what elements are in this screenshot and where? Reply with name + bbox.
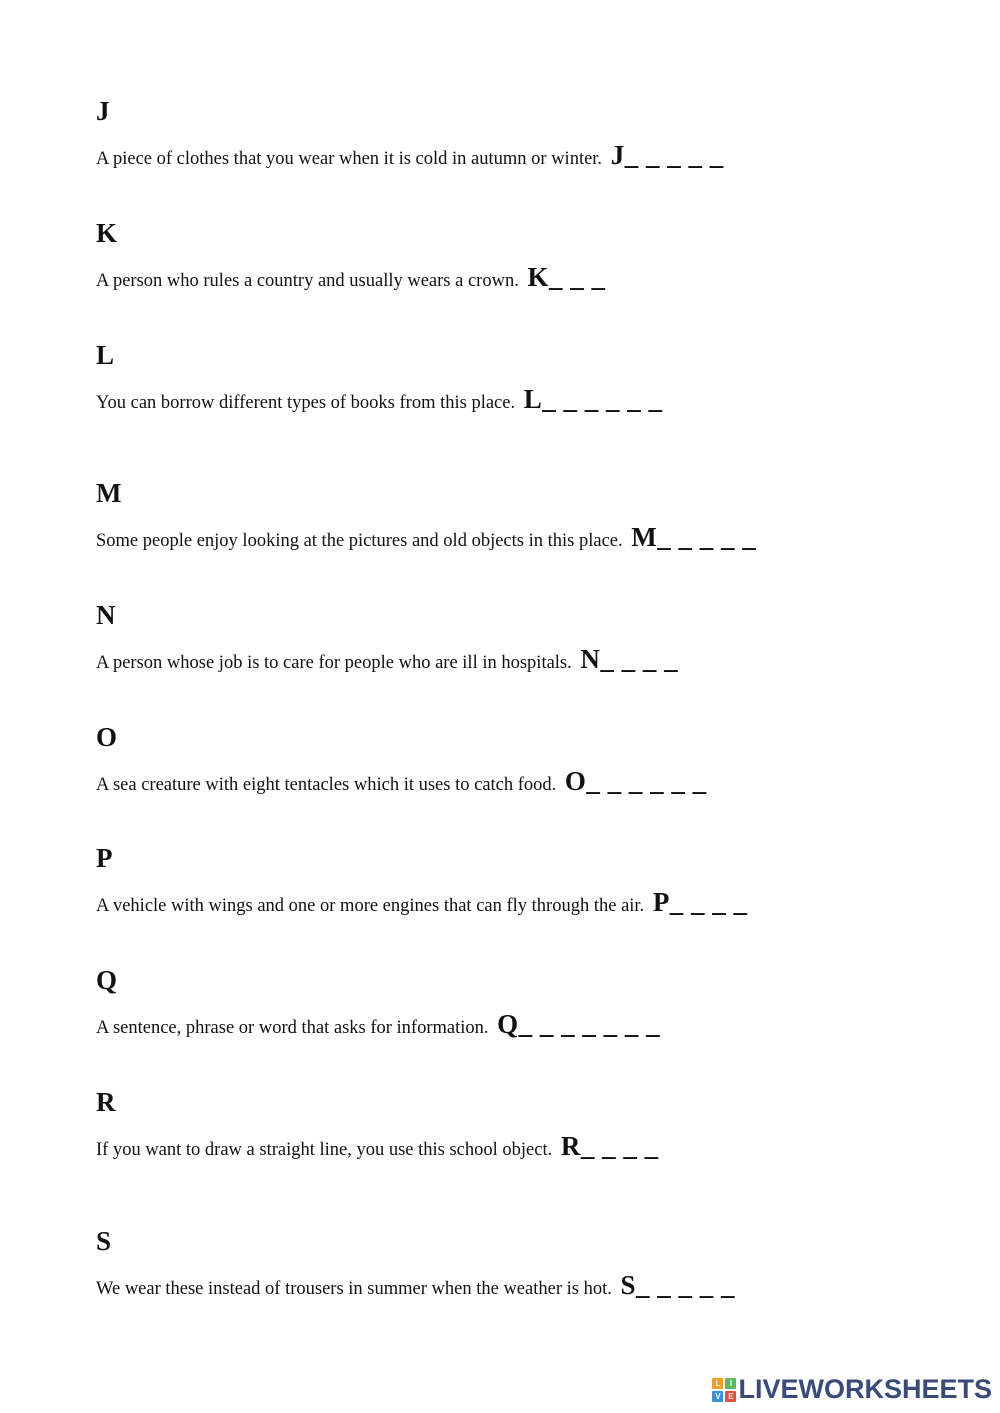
clue-line bbox=[96, 1009, 660, 1043]
clue-line bbox=[96, 644, 678, 678]
clue-text: You can borrow different types of books from this place. bbox=[96, 393, 516, 413]
clue-text: If you want to draw a straight line, you use this school object. bbox=[96, 1140, 557, 1160]
entry-j bbox=[96, 96, 956, 170]
clue-line bbox=[96, 887, 748, 921]
entry-q bbox=[96, 965, 956, 1039]
clue-text: A person who rules a country and usually wears a crown. bbox=[96, 271, 519, 291]
letter-heading: J bbox=[96, 96, 110, 126]
answer-field[interactable]: R_ _ _ _ bbox=[560, 1131, 659, 1161]
answer-field[interactable]: Q_ _ _ _ _ _ _ bbox=[497, 1009, 661, 1039]
answer-field[interactable]: L_ _ _ _ _ _ bbox=[523, 384, 663, 414]
clue-line bbox=[96, 766, 707, 800]
clue-text: A person whose job is to care for people who are ill in hospitals. bbox=[96, 653, 577, 673]
letter-heading: O bbox=[96, 722, 118, 752]
entry-p bbox=[96, 843, 956, 917]
logo-cell: V bbox=[712, 1391, 723, 1402]
letter-heading: Q bbox=[96, 965, 118, 995]
letter-heading: P bbox=[96, 843, 113, 873]
entry-o bbox=[96, 722, 956, 796]
logo-mark-icon bbox=[712, 1378, 736, 1402]
entry-s bbox=[96, 1226, 956, 1300]
answer-field[interactable]: P_ _ _ _ bbox=[652, 887, 748, 917]
clue-text: A sea creature with eight tentacles which it uses to catch food. bbox=[96, 775, 557, 795]
clue-text: A piece of clothes that you wear when it is cold in autumn or winter. bbox=[96, 149, 603, 169]
logo-cell: L bbox=[712, 1378, 723, 1389]
answer-field[interactable]: S_ _ _ _ _ bbox=[620, 1270, 735, 1300]
answer-field[interactable]: K_ _ _ bbox=[527, 262, 606, 292]
brand-name: LIVEWORKSHEETS bbox=[738, 1374, 992, 1404]
letter-heading: L bbox=[96, 340, 115, 370]
letter-heading: K bbox=[96, 218, 118, 248]
clue-text: Some people enjoy looking at the pictures and old objects in this place. bbox=[96, 531, 623, 551]
clue-line bbox=[96, 1270, 735, 1304]
clue-text: A sentence, phrase or word that asks for information. bbox=[96, 1018, 494, 1038]
entry-k bbox=[96, 218, 956, 292]
letter-heading: S bbox=[96, 1226, 112, 1256]
clue-line bbox=[96, 262, 605, 296]
clue-line bbox=[96, 140, 724, 174]
entry-n bbox=[96, 600, 956, 674]
letter-heading: M bbox=[96, 478, 122, 508]
logo-cell: I bbox=[725, 1378, 736, 1389]
clue-line bbox=[96, 522, 756, 556]
clue-text: A vehicle with wings and one or more engines that can fly through the air. bbox=[96, 896, 649, 916]
entry-m bbox=[96, 478, 956, 552]
answer-field[interactable]: J_ _ _ _ _ bbox=[610, 140, 724, 170]
letter-heading: R bbox=[96, 1087, 116, 1117]
answer-field[interactable]: M_ _ _ _ _ bbox=[631, 522, 757, 552]
clue-text: We wear these instead of trousers in summer when the weather is hot. bbox=[96, 1279, 617, 1299]
clue-line bbox=[96, 1131, 659, 1165]
entry-l bbox=[96, 340, 956, 414]
entry-r bbox=[96, 1087, 956, 1161]
clue-line bbox=[96, 384, 662, 418]
answer-field[interactable]: N_ _ _ _ bbox=[580, 644, 679, 674]
answer-field[interactable]: O_ _ _ _ _ _ bbox=[564, 766, 707, 796]
logo-cell: E bbox=[725, 1391, 736, 1402]
liveworksheets-logo bbox=[712, 1374, 992, 1405]
letter-heading: N bbox=[96, 600, 116, 630]
